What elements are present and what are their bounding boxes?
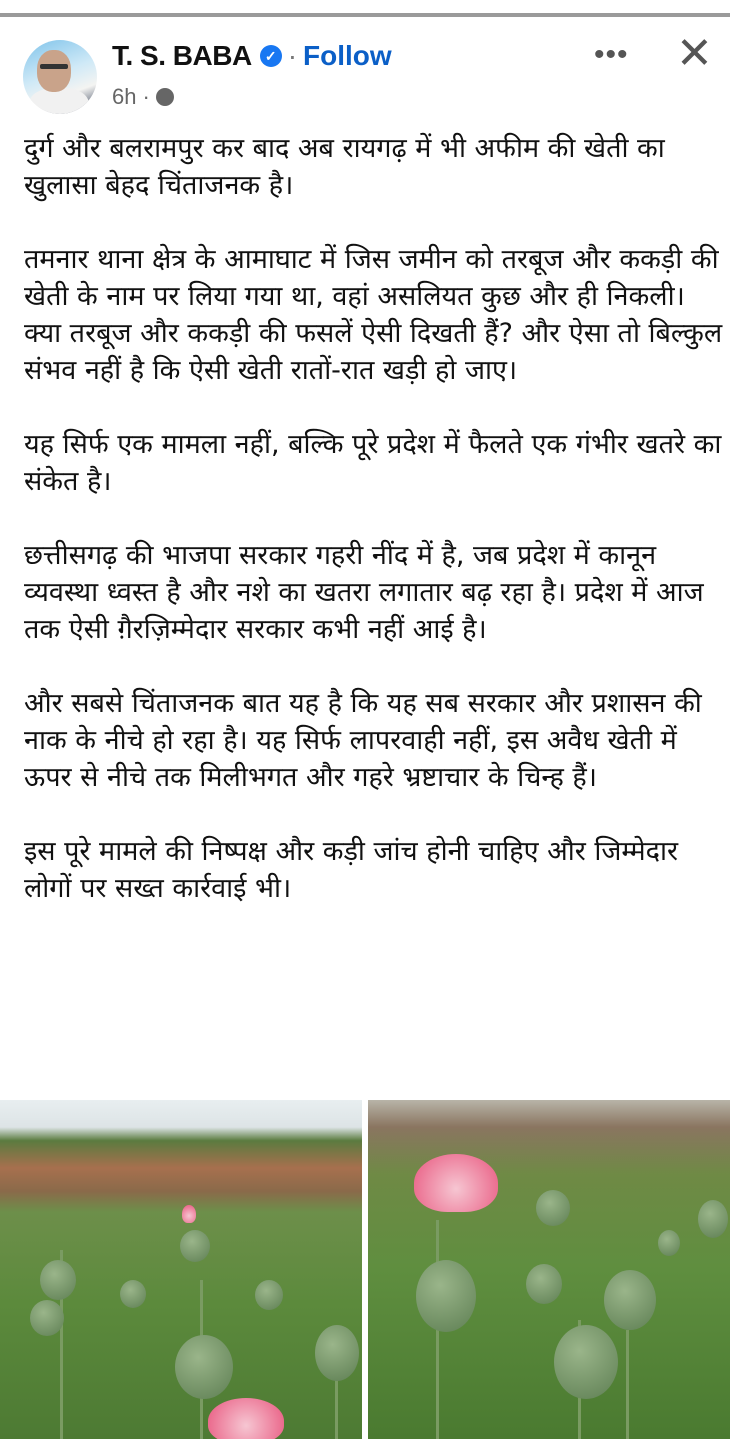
poppy-pod: [120, 1280, 146, 1308]
poppy-pod: [554, 1325, 618, 1399]
stem: [626, 1330, 629, 1439]
follow-button[interactable]: Follow: [303, 40, 392, 71]
post-paragraph: छत्तीसगढ़ की भाजपा सरकार गहरी नींद में है, जब प्रदेश में कानून व्यवस्था ध्वस्त है और नशे का खतरा लगातार बढ़ रहा है। प्रदेश में आज तक ऐसी ग़ैरज़िम्मेदार सरकार कभी नहीं आई है।: [24, 540, 704, 645]
more-options-button[interactable]: •••: [594, 38, 629, 71]
avatar-glasses: [40, 64, 68, 69]
poppy-flower: [208, 1398, 284, 1439]
post-paragraph: दुर्ग और बलरामपुर कर बाद अब रायगढ़ में भी अफीम की खेती का खुलासा बेहद चिंताजनक है।: [24, 133, 665, 201]
avatar-body: [29, 88, 89, 114]
time-separator: ·: [142, 84, 150, 109]
poppy-pod: [255, 1280, 283, 1310]
post-text: [24, 130, 724, 944]
poppy-pod: [40, 1260, 76, 1300]
verified-badge-icon: ✓: [260, 45, 282, 67]
post-paragraph: इस पूरे मामले की निष्पक्ष और कड़ी जांच होनी चाहिए और जिम्मेदार लोगों पर सख्त कार्रवाई भी।: [24, 836, 678, 904]
poppy-pod: [315, 1325, 359, 1381]
avatar[interactable]: [23, 40, 97, 114]
post-header: [112, 40, 392, 72]
post-time[interactable]: 6h: [112, 84, 137, 109]
top-divider: [0, 13, 730, 17]
globe-icon: [156, 88, 174, 106]
poppy-pod: [180, 1230, 210, 1262]
poppy-pod: [658, 1230, 680, 1256]
poppy-pod: [604, 1270, 656, 1330]
poppy-pod: [30, 1300, 64, 1336]
poppy-pod: [416, 1260, 476, 1332]
poppy-flower: [414, 1154, 498, 1212]
post-paragraph: और सबसे चिंताजनक बात यह है कि यह सब सरकार और प्रशासन की नाक के नीचे हो रहा है। यह सिर्फ लापरवाही नहीं, इस अवैध खेती में ऊपर से नीचे तक मिलीभगत और गहरे भ्रष्टाचार के चिन्ह हैं।: [24, 688, 702, 793]
poppy-field-photo-left[interactable]: [0, 1100, 362, 1439]
poppy-pod: [175, 1335, 233, 1399]
poppy-field-photo-right[interactable]: [368, 1100, 730, 1439]
post-photos: [0, 1100, 730, 1439]
avatar-face: [37, 50, 71, 92]
poppy-pod: [536, 1190, 570, 1226]
post-meta: [112, 84, 174, 110]
post-paragraph: यह सिर्फ एक मामला नहीं, बल्कि पूरे प्रदेश में फैलते एक गंभीर खतरे का संकेत है।: [24, 429, 722, 497]
post-paragraph: तमनार थाना क्षेत्र के आमाघाट में जिस जमीन को तरबूज और ककड़ी की खेती के नाम पर लिया गया था, वहां असलियत कुछ और ही निकली। क्या तरबूज और ककड़ी की फसलें ऐसी दिखती हैं? और ऐसा तो बिल्कुल संभव नहीं है कि ऐसी खेती रातों-रात खड़ी हो जाए।: [24, 244, 723, 386]
poppy-pod: [698, 1200, 728, 1238]
poppy-pod: [526, 1264, 562, 1304]
poppy-flower: [182, 1205, 196, 1223]
separator: ·: [287, 40, 298, 71]
author-name[interactable]: T. S. BABA: [112, 40, 252, 71]
close-button[interactable]: ✕: [676, 29, 713, 78]
